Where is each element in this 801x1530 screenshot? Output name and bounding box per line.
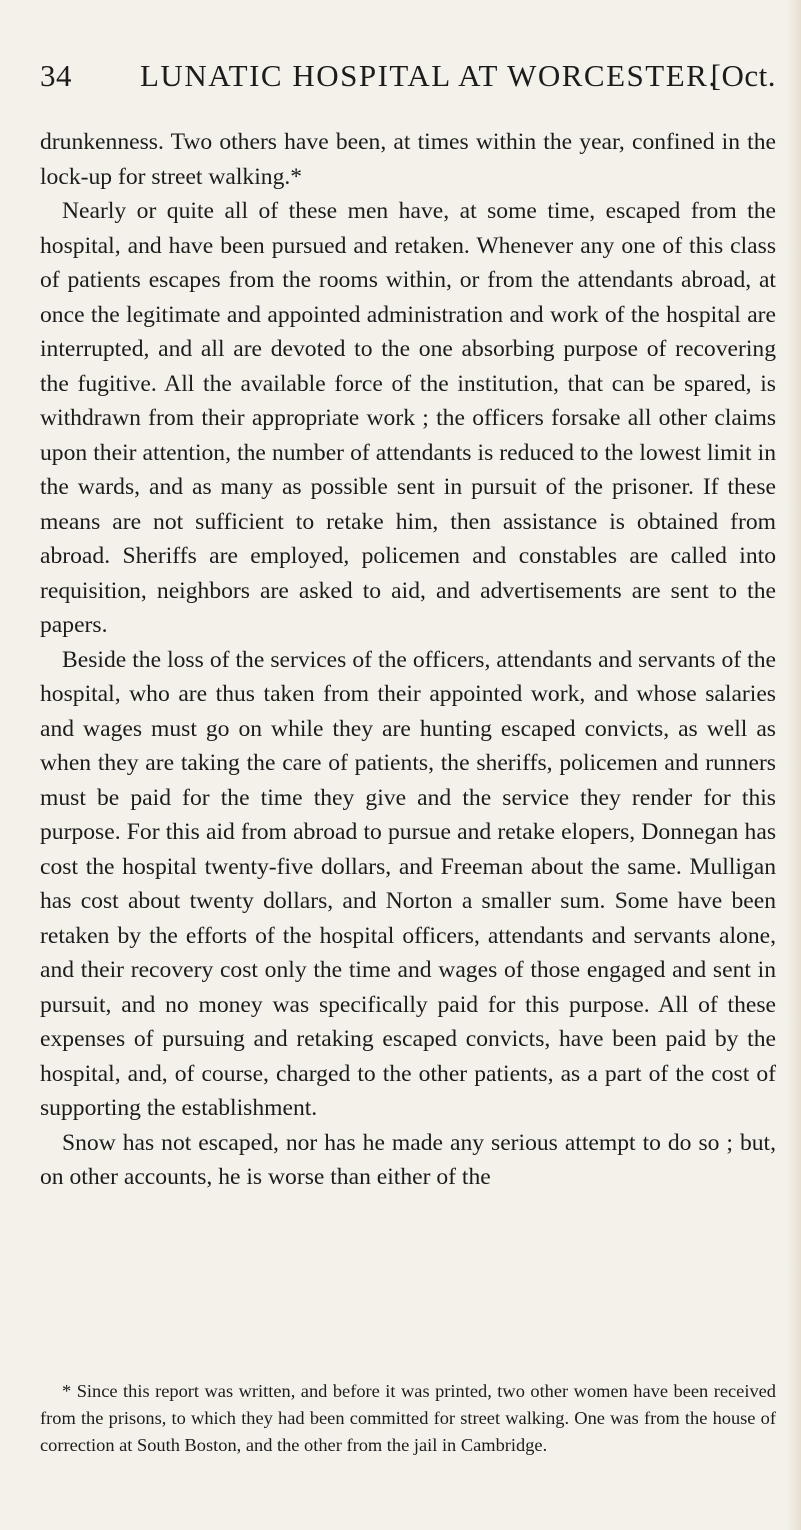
- running-date: [Oct.: [710, 58, 776, 93]
- paragraph-snow: Snow has not escaped, nor has he made any serious attempt to do so ; but, on other accounts, he is worse than either of the: [40, 1129, 776, 1190]
- paragraph-costs: Beside the loss of the services of the officers, attendants and servants of the hospital, who are thus taken from their appointed work, and whose salaries and wages must go on while they are hunting escaped convicts, as well as when they are taking the care of patients, the sheriffs, policemen and runners must be paid for the time they give and the service they render for this purpose. For this aid from abroad to pursue and retake elopers, Donnegan has cost the hospital twenty-five dollars, and Freeman about the same. Mulligan has cost about twenty dollars, and Norton a smaller sum. Some have been retaken by the efforts of the hospital officers, attendants and servants alone, and their recovery cost only the time and wages of those engaged and sent in pursuit, and no money was specifically paid for this purpose. All of these expenses of pursuing and retaking escaped convicts, have been paid by the hospital, and, of course, charged to the other patients, as a part of the cost of supporting the establishment.: [40, 646, 776, 1121]
- footnote: [40, 1378, 776, 1459]
- page-number: 34: [40, 58, 72, 93]
- running-head: [40, 58, 776, 98]
- footnote-text: * Since this report was written, and before it was printed, two other women have been received from the prisons, to which they had been committed for street walking. One was from the house of correction at South Boston, and the other from the jail in Cambridge.: [40, 1381, 776, 1455]
- paragraph-escapes: Nearly or quite all of these men have, at some time, escaped from the hospital, and have been pursued and retaken. Whenever any one of this class of patients escapes from the rooms within, or from the attendants abroad, at once the legitimate and appointed administration and work of the hospital are interrupted, and all are devoted to the one absorbing purpose of recovering the fugitive. All the available force of the institution, that can be spared, is withdrawn from their appropriate work ; the officers forsake all other claims upon their attention, the number of attendants is reduced to the lowest limit in the wards, and as many as possible sent in pursuit of the prisoner. If these means are not sufficient to retake him, then assistance is obtained from abroad. Sheriffs are employed, policemen and constables are called into requisition, neighbors are asked to aid, and advertisements are sent to the papers.: [40, 198, 776, 638]
- running-title: LUNATIC HOSPITAL AT WORCESTER.: [140, 58, 718, 93]
- paragraph-continuation: drunkenness. Two others have been, at times within the year, confined in the lock-up for street walking.*: [40, 129, 776, 190]
- page-edge-shadow: [787, 0, 801, 1530]
- body-text: [40, 125, 776, 1195]
